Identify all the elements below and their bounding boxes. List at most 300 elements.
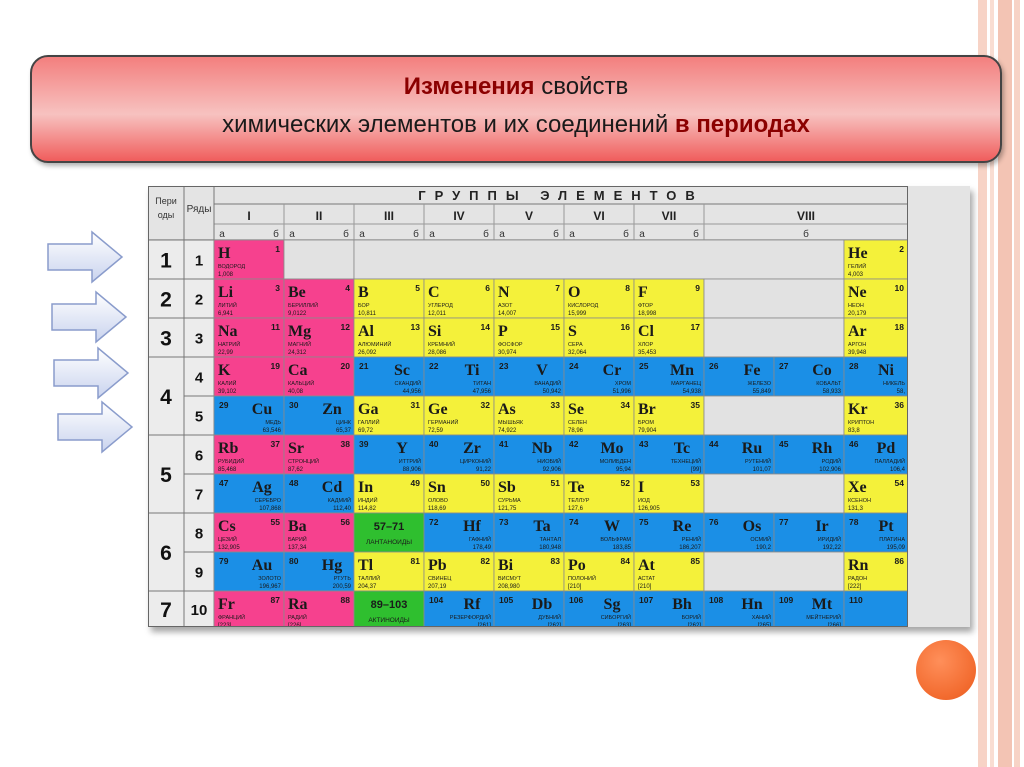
atomic-number: 105 [499,595,514,605]
element-name: ЦЕЗИЙ [218,537,237,543]
group-label: VII [661,209,677,223]
subgroup-b-label: б [803,229,809,240]
element-symbol: Co [812,362,832,379]
atomic-mass: 1,008 [218,272,234,278]
element-symbol: Cu [251,401,273,418]
subgroup-a-label: а [569,229,575,240]
periods-header: Пери [155,196,177,206]
atomic-mass: [99] [690,467,701,473]
element-name: НАТРИЙ [218,342,241,348]
group-label: I [247,209,251,223]
element-symbol: Rb [218,440,239,457]
atomic-mass: 92,906 [542,467,561,473]
row-label: 10 [190,602,208,619]
empty-cell [704,552,844,591]
atomic-number: 21 [359,361,369,371]
period-label: 1 [160,249,172,273]
atomic-number: 109 [779,595,794,605]
element-name: РАДОН [848,576,868,582]
element-symbol: Sb [498,479,516,496]
atomic-mass: 207,19 [428,584,447,590]
element-symbol: Se [568,401,584,418]
atomic-number: 48 [289,478,299,488]
element-symbol: Sc [394,362,410,379]
period-label: 7 [160,599,172,622]
element-symbol: C [428,284,440,301]
atomic-number: 28 [849,361,859,371]
atomic-mass: 101,07 [752,467,771,473]
atomic-number: 29 [219,400,229,410]
atomic-number: 25 [639,361,649,371]
empty-cell [704,474,844,513]
element-name: ЛИТИЙ [218,303,237,309]
atomic-mass: 69,72 [358,428,374,434]
atomic-mass: 63,546 [262,428,281,434]
atomic-number: 1 [275,244,280,254]
atomic-mass: 186,207 [679,545,701,551]
atomic-number: 104 [429,595,444,605]
element-symbol: N [498,284,510,301]
atomic-mass: 107,868 [259,506,281,512]
atomic-number: 3 [275,283,280,293]
element-name: РТУТЬ [333,576,351,582]
element-symbol: Pb [428,557,447,574]
atomic-mass: 28,086 [428,350,447,356]
atomic-mass: 24,312 [288,350,307,356]
atomic-number: 36 [894,400,904,410]
atomic-mass: [223] [218,623,232,627]
element-symbol: Nb [531,440,553,457]
element-name: СЕЛЕН [568,420,587,426]
element-symbol: Sr [288,440,304,457]
element-name: УГЛЕРОД [428,303,453,309]
atomic-mass: 55,849 [752,389,771,395]
atomic-mass: [222] [848,584,862,590]
element-name: КАЛЬЦИЙ [288,381,315,387]
atomic-number: 7 [555,283,560,293]
element-symbol: F [638,284,648,301]
element-name: ВОДОРОД [218,264,246,270]
element-name: ЦИНК [335,420,351,426]
atomic-number: 88 [340,595,350,605]
element-name: НИКЕЛЬ [882,381,905,387]
element-name: БРОМ [638,420,655,426]
atomic-number: 19 [270,361,280,371]
element-symbol: Cl [638,323,654,340]
atomic-number: 23 [499,361,509,371]
atomic-mass: 10,811 [358,311,376,317]
element-symbol: Mt [811,596,833,613]
subgroup-a-label: а [219,229,225,240]
element-symbol: Mo [600,440,624,457]
slide-title-box [30,55,1002,163]
element-symbol: Al [358,323,374,340]
atomic-number: 83 [550,556,560,566]
row-label: 1 [194,252,204,270]
atomic-mass: 72,59 [428,428,444,434]
atomic-number: 8 [625,283,630,293]
element-symbol: Os [742,518,762,535]
element-name: РУТЕНИЙ [745,459,771,465]
row-label: 3 [194,330,204,348]
element-name: СУРЬМА [498,498,521,504]
element-symbol: B [358,284,369,301]
element-name: ТИТАН [472,381,491,387]
element-symbol: Ga [358,401,379,418]
atomic-number: 43 [639,439,649,449]
atomic-number: 49 [410,478,420,488]
element-symbol: Hf [463,518,481,535]
atomic-mass: 180,948 [539,545,561,551]
atomic-number: 13 [410,322,420,332]
element-name: АРГОН [848,342,867,348]
element-symbol: Ag [252,479,272,496]
element-name: СИБОРГИЙ [600,615,631,621]
element-name: ФОСФОР [498,342,523,348]
element-symbol: Ne [848,284,867,301]
element-symbol: He [848,245,868,262]
atomic-mass: 4,003 [848,272,864,278]
element-name: ФТОР [638,303,653,309]
element-name: АЛЮМИНИЙ [358,342,392,348]
element-symbol: Hn [741,596,763,613]
element-symbol: Y [396,440,408,457]
element-symbol: Be [288,284,306,301]
groups-title: ГРУППЫ ЭЛЕМЕНТОВ [418,188,704,203]
group-label: VI [593,209,605,223]
atomic-mass: 6,941 [218,311,234,317]
element-name: МЕДЬ [265,420,281,426]
element-name: ГЕЛИЙ [848,264,867,270]
table-margin [908,186,970,627]
element-symbol: Rf [463,596,481,613]
element-name: ВИСМУТ [498,576,521,582]
atomic-number: 56 [340,517,350,527]
element-symbol: Cs [218,518,236,535]
element-symbol: Ca [288,362,308,379]
row-label: 8 [194,525,204,543]
title-line-1 [32,73,1000,101]
atomic-mass: 106,4 [889,467,905,473]
element-name: ТАНТАЛ [539,537,561,543]
atomic-mass: 12,011 [428,311,446,317]
element-symbol: Re [672,518,692,535]
arrow-right-icon [44,228,126,286]
atomic-number: 45 [779,439,789,449]
atomic-number: 50 [480,478,490,488]
element-symbol: Pt [878,518,894,535]
element-name: МЕЙТНЕРИЙ [806,615,841,621]
atomic-mass: 88,906 [402,467,421,473]
subgroup-b-label: б [273,229,279,240]
element-name: РУБИДИЙ [218,459,245,465]
subgroup-b-label: б [343,229,349,240]
element-symbol: In [358,479,374,496]
periods-header: оды [157,210,175,220]
atomic-mass: 132,905 [218,545,240,551]
atomic-mass: [226] [288,623,302,627]
title-highlight: Изменения [403,73,535,100]
element-name: ГАФНИЙ [468,537,491,543]
element-name: МОЛИБДЕН [599,459,631,465]
element-symbol: Sn [428,479,446,496]
atomic-number: 51 [550,478,560,488]
element-name: РЕНИЙ [681,537,701,543]
period-label: 6 [160,542,172,565]
atomic-number: 37 [270,439,280,449]
atomic-mass: 26,092 [358,350,377,356]
element-name: МЫШЬЯК [498,420,524,426]
element-symbol: O [568,284,581,301]
element-symbol: K [218,362,231,379]
element-name: НЕОН [848,303,864,309]
element-symbol: Fe [743,362,761,379]
atomic-mass: [266] [827,623,841,627]
atomic-number: 42 [569,439,579,449]
atomic-number: 34 [620,400,630,410]
atomic-mass: 14,007 [498,311,517,317]
atomic-number: 20 [340,361,350,371]
element-name: ЗОЛОТО [258,576,281,582]
group-label: VIII [796,209,816,223]
element-name: ТЕЛЛУР [568,498,590,504]
element-symbol: Ti [464,362,480,379]
atomic-number: 11 [271,322,280,332]
atomic-mass: 204,37 [358,584,377,590]
atomic-number: 52 [620,478,630,488]
empty-cell [284,240,354,279]
atomic-number: 44 [709,439,719,449]
atomic-number: 24 [569,361,579,371]
atomic-mass: [210] [568,584,582,590]
atomic-mass: 50,942 [542,389,561,395]
element-name: НИОБИЙ [537,459,561,465]
element-symbol: W [604,518,620,535]
element-symbol: Zn [322,401,342,418]
element-name: ИНДИЙ [358,498,378,504]
element-symbol: Tc [673,440,691,457]
atomic-number: 41 [499,439,509,449]
element-name: МАРГАНЕЦ [671,381,701,387]
atomic-mass: 178,49 [472,545,491,551]
atomic-number: 4 [345,283,350,293]
element-symbol: Ge [428,401,448,418]
element-name: ТАЛЛИЙ [358,576,381,582]
element-name: ИРИДИЙ [817,537,841,543]
element-symbol: Fr [218,596,235,613]
atomic-number: 79 [219,556,229,566]
atomic-mass: 58,933 [822,389,841,395]
element-symbol: Ra [288,596,308,613]
atomic-number: 26 [709,361,719,371]
atomic-mass: 127,6 [568,506,584,512]
atomic-number: 85 [690,556,700,566]
element-symbol: Ta [533,518,551,535]
atomic-number: 27 [779,361,789,371]
atomic-mass: 58, [896,389,905,395]
element-symbol: Ba [288,518,307,535]
element-name: ЖЕЛЕЗО [747,381,771,387]
atomic-number: 107 [639,595,654,605]
element-name: БОР [358,303,370,309]
element-symbol: Li [218,284,234,301]
element-name: АЗОТ [498,303,513,309]
atomic-mass: 131,3 [848,506,864,512]
atomic-number: 22 [429,361,439,371]
atomic-number: 87 [270,595,280,605]
atomic-mass: [262] [547,623,561,627]
atomic-mass: 65,37 [335,428,351,434]
row-label: 2 [194,291,204,309]
element-symbol: Tl [358,557,374,574]
element-symbol: Pd [876,440,896,457]
atomic-mass: 18,998 [638,311,657,317]
atomic-number: 12 [340,322,350,332]
element-symbol: P [498,323,508,340]
atomic-number: 46 [849,439,859,449]
title-text: свойств [534,73,629,100]
atomic-mass: 85,468 [218,467,237,473]
element-name: СВИНЕЦ [428,576,452,582]
atomic-number: 110 [849,595,863,605]
atomic-mass: 78,96 [568,428,584,434]
series-name: ЛАНТАНОИДЫ [366,539,412,546]
atomic-mass: 22,99 [218,350,234,356]
element-name: ПЛАТИНА [879,537,905,543]
element-symbol: As [498,401,516,418]
atomic-mass: 195,09 [886,545,905,551]
atomic-number: 84 [620,556,630,566]
atomic-mass: [265] [757,623,771,627]
element-symbol: Mn [670,362,694,379]
periodic-table-svg [148,186,970,627]
element-name: РЕЗЕРФОРДИЙ [449,615,491,621]
atomic-number: 10 [894,283,904,293]
element-symbol: Ir [815,518,829,535]
element-symbol: Au [251,557,273,574]
atomic-mass: 87,62 [288,467,304,473]
element-name: ГЕРМАНИЙ [428,420,459,426]
atomic-number: 81 [410,556,420,566]
atomic-number: 33 [550,400,560,410]
atomic-mass: 35,453 [638,350,657,356]
atomic-mass: 39,948 [848,350,867,356]
atomic-number: 31 [410,400,420,410]
empty-cell [704,396,844,435]
element-name: ИТТРИЙ [398,459,421,465]
subgroup-a-label: а [639,229,645,240]
element-symbol: Cr [602,362,622,379]
element-name: СЕРЕБРО [254,498,281,504]
atomic-mass: 95,94 [615,467,631,473]
atomic-number: 78 [849,517,859,527]
atomic-number: 16 [620,322,630,332]
element-name: ФРАНЦИЙ [218,615,246,621]
element-name: РАДИЙ [288,615,307,621]
empty-cell [704,318,844,357]
group-label: IV [453,209,465,223]
atomic-mass: 83,8 [848,428,860,434]
title-line-2 [32,111,1000,139]
element-symbol: Ni [878,362,894,379]
atomic-mass: 15,999 [568,311,587,317]
atomic-mass: 40,08 [288,389,304,395]
element-name: БЕРИЛЛИЙ [288,303,319,309]
element-symbol: Po [568,557,586,574]
subgroup-a-label: а [359,229,365,240]
atomic-number: 6 [485,283,490,293]
atomic-number: 77 [779,517,789,527]
atomic-mass: 9,0122 [288,311,307,317]
atomic-mass: 192,22 [822,545,841,551]
element-name: КРЕМНИЙ [428,342,456,348]
element-symbol: Hg [321,557,343,574]
element-symbol: Ru [741,440,763,457]
atomic-mass: 51,996 [612,389,631,395]
element-symbol: S [568,323,577,340]
element-symbol: V [536,362,548,379]
atomic-mass: 54,938 [682,389,701,395]
element-name: СКАНДИЙ [394,381,421,387]
atomic-number: 106 [569,595,584,605]
row-label: 6 [194,447,204,465]
element-name: РОДИЙ [821,459,841,465]
element-name: ИОД [638,498,650,504]
element-name: КРИПТОН [848,420,875,426]
atomic-mass: 102,906 [819,467,841,473]
atomic-number: 14 [480,322,490,332]
element-name: КАЛИЙ [218,381,237,387]
element-name: ГАЛЛИЙ [358,420,380,426]
atomic-number: 82 [480,556,490,566]
atomic-mass: 112,40 [333,506,351,512]
atomic-number: 47 [219,478,229,488]
subgroup-a-label: а [499,229,505,240]
atomic-number: 74 [569,517,579,527]
atomic-number: 39 [359,439,369,449]
element-symbol: Xe [848,479,867,496]
atomic-number: 32 [480,400,490,410]
rows-header: Ряды [186,204,212,215]
series-range: 89–103 [370,599,408,611]
element-name: КИСЛОРОД [568,303,599,309]
element-symbol: Br [638,401,656,418]
atomic-number: 18 [894,322,904,332]
atomic-mass: 79,904 [638,428,657,434]
atomic-number: 80 [289,556,299,566]
atomic-number: 53 [690,478,700,488]
element-name: БАРИЙ [288,537,307,543]
atomic-number: 5 [415,283,420,293]
element-symbol: Na [218,323,238,340]
atomic-mass: 20,179 [848,311,867,317]
atomic-number: 17 [690,322,700,332]
element-name: ТЕХНЕЦИЙ [670,459,701,465]
element-symbol: Rn [848,557,869,574]
atomic-mass: 121,75 [498,506,517,512]
atomic-mass: 74,922 [498,428,517,434]
atomic-number: 108 [709,595,724,605]
atomic-mass: [262] [687,623,701,627]
element-symbol: Rh [811,440,833,457]
element-name: КОБАЛЬТ [816,381,841,387]
atomic-mass: 44,956 [402,389,421,395]
atomic-number: 86 [894,556,904,566]
period-label: 5 [160,464,172,487]
group-label: V [524,209,534,223]
element-symbol: Te [568,479,585,496]
subgroup-a-label: а [289,229,295,240]
